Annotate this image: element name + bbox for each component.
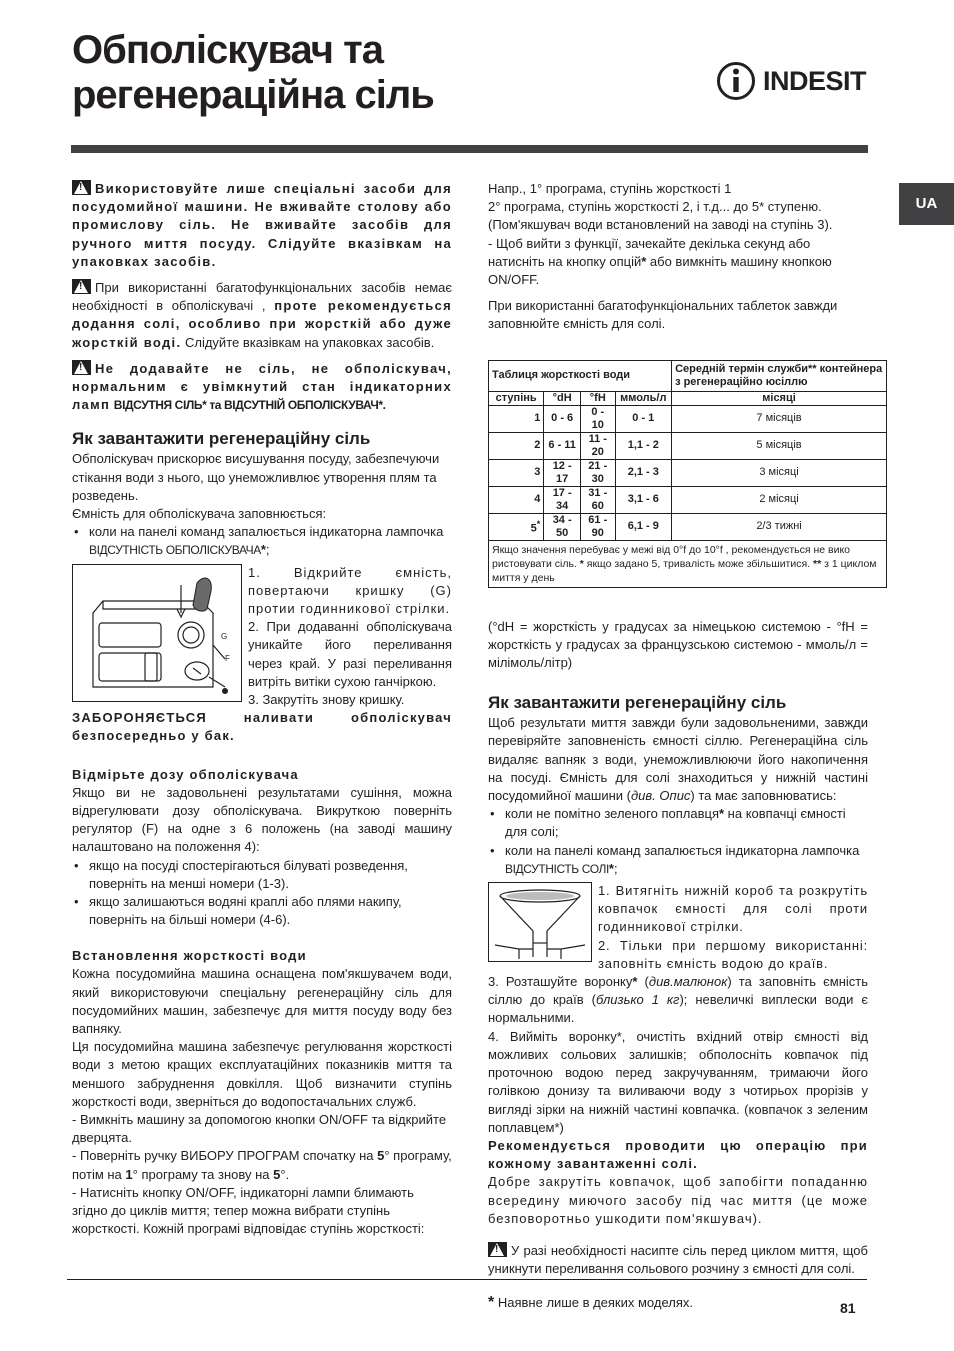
fig-label-g: G xyxy=(221,631,228,641)
table-row: 1 0 - 6 0 - 10 0 - 1 7 місяців xyxy=(489,405,887,432)
warning-3 xyxy=(72,360,452,415)
list-item: • коли на панелі команд запалюється індикаторна лампочка ВІДСУТНІСТЬ СОЛІ*; xyxy=(505,842,868,878)
warning-1 xyxy=(72,180,452,271)
warning-1-text-b: Не вживайте столову або промислову сіль. Не вживайте засобів для ручного миття посуду. Слідуйте вказівкам на упаковках засобів. xyxy=(72,199,452,269)
list-item: • якщо на посуді спостерігаються білуваті розведення, поверніть на менші номери (1-3). xyxy=(89,857,452,893)
warning-2-text: При використанні багатофункціональних засобів немає необхідності в обполіскувачі , xyxy=(72,280,452,314)
dispenser-illustration xyxy=(73,565,241,701)
multi-tablet-note: При використанні багатофункціональних таблеток завжди заповнюйте ємність для солі. xyxy=(488,298,838,332)
footnote: * Наявне лише в деяких моделях. xyxy=(488,1294,693,1312)
rinse-aid-steps xyxy=(248,564,452,710)
warning-1-text: Використовуйте лише спеціальні засоби для посудомийної машини. xyxy=(72,181,452,215)
indesit-logo-icon xyxy=(716,60,756,102)
salt-warning: !У разі необхідності насипте сіль перед циклом миття, щоб уникнути переливання сольового розчину з ємності для солі. xyxy=(488,1242,868,1278)
dose-list xyxy=(72,857,452,930)
section-heading-hardness: Встановлення жорсткості води xyxy=(72,948,307,964)
step-2: 2. При додаванні обполіскувача уникайте його переливання через край. У разі переливання витріть витіки сухою ганчіркою. xyxy=(248,619,452,689)
salt-funnel-figure xyxy=(488,882,592,962)
table-row: 3 12 - 17 21 - 30 2,1 - 3 3 місяці xyxy=(489,459,887,486)
brand-name: INDESIT xyxy=(763,66,867,96)
table-header: місяці xyxy=(672,391,887,405)
salt-step-3: 3. Розташуйте воронку* (див.малюнок) та заповніть ємність сіллю до країв (близько 1 кг); невеличкі виплески води є нормальними. xyxy=(488,974,868,1026)
step-3: 3. Закрутіть знову кришку. xyxy=(248,692,405,708)
hardness-p1: Кожна посудомийна машина оснащена пом'якшувачем води, який використовуючи спеціальну регенераційну сіль для посудомийних машин, забезпечує для миття посуду воду без вапняку. xyxy=(72,966,452,1036)
example-2: 2° програма, ступінь жорсткості 2, і т.д... до 5* ступеню. xyxy=(488,199,822,215)
warning-3-text: Не додавайте не сіль, не обполіскувач, нормальним є увімкнутий стан індикаторних ламп xyxy=(72,360,452,413)
section-heading-rinse-aid: Як завантажити регенераційну сіль xyxy=(72,429,371,449)
table-row: 4 17 - 34 31 - 60 3,1 - 6 2 місяці xyxy=(489,486,887,513)
table-note: Якщо значення перебуває у межі від 0°f до 10°f , рекомендується не вико ристовувати сіль. * якщо задано 5, тривалість може збільшитися. ** з 1 циклом миття у день xyxy=(489,540,887,587)
table-header: ступінь xyxy=(489,391,544,405)
table-row: 5* 34 - 50 61 - 90 6,1 - 9 2/3 тижні xyxy=(489,513,887,540)
salt-list xyxy=(488,805,868,878)
fig-label-f: F xyxy=(225,653,230,663)
example-1: Напр., 1° програма, ступінь жорсткості 1 xyxy=(488,181,732,196)
table-header: °fH xyxy=(581,391,616,405)
warning-icon xyxy=(72,180,91,195)
page-title-line1: Обполіскувач та xyxy=(72,28,383,72)
warning-2-bold: проте рекомендується додання солі, особливо при жорсткій або дуже жорсткій воді. xyxy=(72,298,452,350)
table-service-header: Середній термін служби** контейнера з регенераційно юсіллю xyxy=(672,360,887,391)
example-3: (Пом'якшувач води встановлений на заводі на ступінь 3). xyxy=(488,217,833,233)
indesit-logo xyxy=(716,60,868,104)
dose-text: Якщо ви не задовольнені результатами сушіння, можна відрегулювати дозу обполіскувача. Викруткою поверніть регулятор (F) на одне з 6 положень (на заводі машину налаштовано на положення 4): xyxy=(72,784,452,855)
language-tab: UA xyxy=(899,183,954,225)
hardness-p3: - Вимкніть машину за допомогою кнопки ON/OFF та відкрийте дверцята. xyxy=(72,1111,447,1146)
example-4: - Щоб вийти з функції, зачекайте декілька секунд або натисніть на кнопку опцій* або вимкніть машину кнопкою ON/OFF. xyxy=(488,235,832,288)
warning-2 xyxy=(72,279,452,352)
salt-step-2: 2. Тільки при першому використанні: заповніть ємність водою до країв. xyxy=(598,937,868,971)
warning-icon xyxy=(72,360,91,375)
rinse-aid-fill-when: Ємність для обполіскувача заповнюється: xyxy=(72,506,327,522)
page-title xyxy=(72,28,632,118)
rinse-aid-intro: Обполіскувач прискорює висушування посуду, забезпечуючи стікання води з нього, що унеможливлює утворення плям та розведень. xyxy=(72,451,440,503)
funnel-illustration xyxy=(489,883,591,961)
rinse-aid-list xyxy=(72,523,452,559)
salt-step-1: 1. Витягніть нижній короб та розкрутіть ковпачок ємності для солі проти годинникової стрілки. xyxy=(598,883,868,935)
hardness-p2: Ця посудомийна машина забезпечує регулювання жорсткості води з метою кращих експлуатаційних показників миття та меншого забруднення довкілля. Щоб визначити ступінь жорсткості води, зверніться до водопостачальних служб. xyxy=(72,1039,452,1109)
list-item: • коли не помітно зеленого поплавця* на ковпачці ємності для солі; xyxy=(505,805,868,841)
table-title: Таблиця жорсткості води xyxy=(489,360,672,391)
salt-intro: Щоб результати миття завжди були задовольненими, завжди перевіряйте заповненість ємності сіллю. Регенераційна сіль видаляє вапняк з води, унеможливлюючи його накопичення на посуді. Ємність для солі знаходиться у нижній частині посудомийної машини (див. Опис) та має заповнюватись: xyxy=(488,715,868,804)
section-heading-salt: Як завантажити регенераційну сіль xyxy=(488,693,787,713)
left-column xyxy=(72,180,452,1238)
table-row: 2 6 - 11 11 - 20 1,1 - 2 5 місяців xyxy=(489,432,887,459)
right-column xyxy=(488,180,883,1313)
hardness-table xyxy=(488,360,887,588)
section-heading-dose: Відмірьте дозу обполіскувача xyxy=(72,766,299,782)
footer-rule xyxy=(67,1279,867,1280)
step-1: 1. Відкрийте ємність, повертаючи кришку (G) протии годинникової стрілки. xyxy=(248,564,452,617)
forbid-note: ЗАБОРОНЯЄТЬСЯ наливати обполіскувач безпосередньо у бак. xyxy=(72,710,452,744)
table-header: °dH xyxy=(544,391,581,405)
tighten-note: Добре закрутіть ковпачок, щоб запобігти попаданню всередину миючого засобу під час миття (це може безповоротньо ушкодити пом'якшувач). xyxy=(488,1174,868,1226)
warning-3-lamps: ВІДСУТНЯ СІЛЬ* та ВІДСУТНІЙ ОБПОЛІСКУВАЧ*. xyxy=(113,398,386,413)
salt-step-4: 4. Вийміть воронку*, очистіть вхідний отвір ємності від можливих сольових залишків; обполосніть ковпачок під проточною водою перед закручуванням, тримаючи його голівкою донизу та виливаючи воду з чотирьох прорізів у вигляді зірки на нижній частині ковпачка. (ковпачок з зеленим поплавцем*) xyxy=(488,1028,868,1135)
recommend-note: Рекомендується проводити цю операцію при кожному завантаженні солі. xyxy=(488,1137,868,1172)
warning-icon xyxy=(72,279,91,294)
list-item: • коли на панелі команд запалюється індикаторна лампочка ВІДСУТНІСТЬ ОБПОЛІСКУВАЧА*; xyxy=(89,523,452,559)
table-header: ммоль/л xyxy=(615,391,672,405)
header-rule xyxy=(71,145,868,153)
hardness-p4: - Поверніть ручку ВИБОРУ ПРОГРАМ спочатку на 5° програму, потім на 1° програму та знову на 5°. xyxy=(72,1148,452,1182)
salt-steps-1-2 xyxy=(598,882,868,973)
page-number: 81 xyxy=(840,1300,856,1316)
warning-2-tail: Слідуйте вказівкам на упаковках засобів. xyxy=(184,334,435,350)
warning-icon xyxy=(488,1242,507,1257)
rinse-aid-dispenser-figure xyxy=(72,564,242,702)
list-item: • якщо залишаються водяні краплі або плями накипу, поверніть на більші номери (4-6). xyxy=(89,893,452,929)
page-title-line2: регенераційна сіль xyxy=(72,73,434,117)
hardness-p5: - Натисніть кнопку ON/OFF, індикаторні лампи блимають згідно до циклів миття; тепер можна вибрати ступінь жорсткості. Кожній програмі відповідає ступінь жорсткості: xyxy=(72,1184,425,1237)
units-note: (°dH = жорсткість у градусах за німецькою системою - °fH = жорсткість у градусах за французською системою - ммоль/л = мілімоль/літр) xyxy=(488,618,868,671)
